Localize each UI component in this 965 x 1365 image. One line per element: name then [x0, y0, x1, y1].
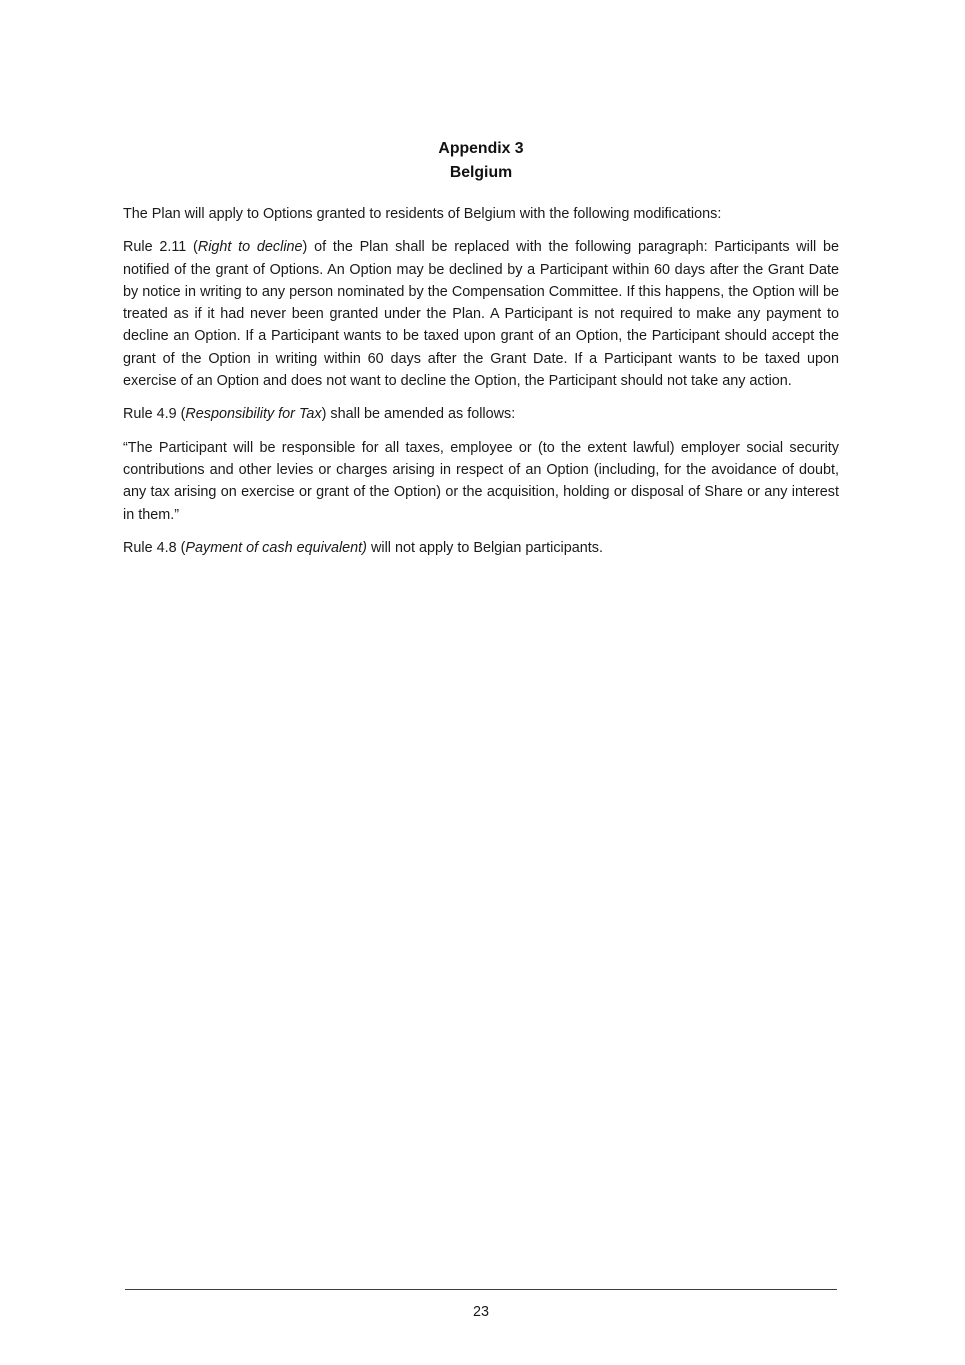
- rule-4-9-name-italic: Responsibility for Tax: [185, 406, 322, 423]
- paragraph-rule-4-8: [123, 537, 839, 559]
- footer-divider: [125, 1289, 837, 1290]
- paragraph-rule-4-9: [123, 403, 839, 425]
- rule-2-11-name-italic: Right to decline: [197, 239, 303, 256]
- heading-appendix: Appendix 3: [438, 140, 524, 157]
- document-content: [123, 137, 839, 559]
- rule-4-9-body: ) shall be amended as follows:: [321, 406, 516, 423]
- intro-text: The Plan will apply to Options granted to residents of Belgium with the following modifications:: [123, 206, 722, 222]
- paragraph-tax-quote: [123, 437, 839, 526]
- rule-4-8-body: will not apply to Belgian participants.: [366, 539, 603, 556]
- rule-2-11-body: ) of the Plan shall be replaced with the following paragraph: Participants will be notified of the grant of Options. An Option may be declined by a Participant within 60 days after the Grant Date by notice in writing to any person nominated by the Compensation Committee. If this happens, the Option will be treated as if it had never been granted under the Plan. A Participant is not required to make any payment to decline an Option. If a Participant wants to be taxed upon grant of an Option, the Participant should accept the grant of the Option in writing within 60 days after the Grant Date. If a Participant wants to be taxed upon exercise of an Option and does not want to decline the Option, the Participant should not take any action.: [123, 239, 840, 390]
- page-number: 23: [472, 1304, 489, 1320]
- page-heading: [123, 137, 839, 185]
- heading-country: Belgium: [449, 164, 513, 181]
- rule-4-8-name-italic: Payment of cash equivalent): [185, 539, 367, 556]
- rule-2-11-prefix: Rule 2.11 (: [123, 239, 198, 256]
- paragraph-intro: [123, 203, 839, 225]
- paragraph-rule-2-11: [123, 236, 839, 392]
- rule-4-8-prefix: Rule 4.8 (: [123, 539, 186, 556]
- tax-quote-text: “The Participant will be responsible for all taxes, employee or (to the extent lawful) employer social security contributions and other levies or charges arising in respect of an Option (including, for the avoidance of doubt, any tax arising on exercise or grant of the Option) or the acquisition, holding or disposal of Share or any interest in them.”: [123, 439, 839, 523]
- rule-4-9-prefix: Rule 4.9 (: [123, 406, 186, 423]
